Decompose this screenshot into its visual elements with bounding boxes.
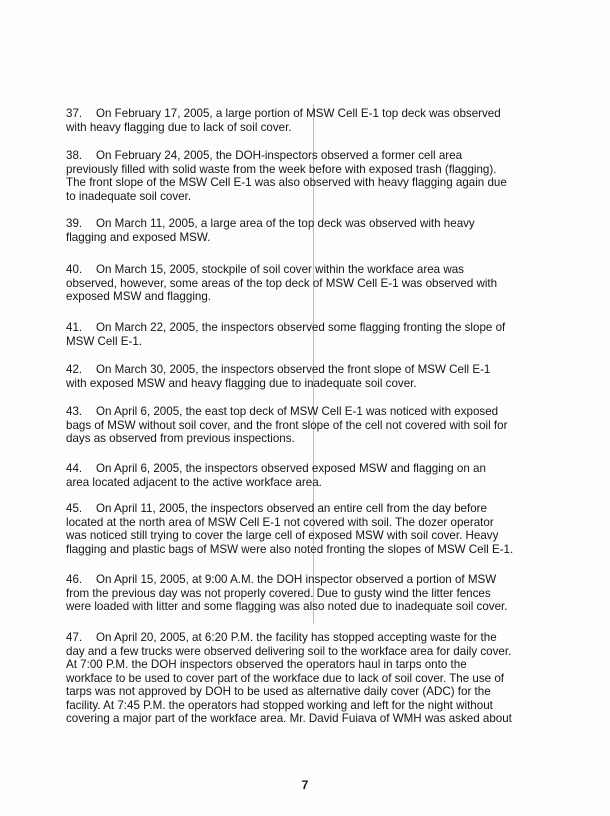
paragraph-line: On March 30, 2005, the inspectors observed the front slope of MSW Cell E-1 bbox=[96, 363, 491, 376]
paragraph-line: On March 11, 2005, a large area of the top deck was observed with heavy bbox=[96, 217, 475, 230]
paragraph-line: On March 15, 2005, stockpile of soil cover within the workface area was bbox=[96, 263, 464, 276]
paragraph-40 bbox=[66, 263, 556, 304]
paragraph-line: On February 24, 2005, the DOH-inspectors observed a former cell area bbox=[96, 149, 463, 162]
paragraph-number: 40. bbox=[66, 263, 83, 276]
paragraph-line: exposed MSW and flagging. bbox=[66, 290, 212, 303]
paragraph-line: area located adjacent to the active workface area. bbox=[66, 475, 322, 489]
paragraph-line: On February 17, 2005, a large portion of MSW Cell E-1 top deck was observed bbox=[96, 107, 501, 120]
paragraph-line: located at the north area of MSW Cell E-1 not covered with soil. The dozer operator bbox=[66, 515, 494, 529]
paragraph-line: observed, however, some areas of the top deck of MSW Cell E-1 was observed with bbox=[66, 276, 498, 290]
paragraph-line: On April 6, 2005, the east top deck of MSW Cell E-1 was noticed with exposed bbox=[96, 405, 499, 418]
paragraph-line: covering a major part of the workface area. Mr. David Fuiava of WMH was asked about bbox=[66, 712, 512, 725]
paragraph-number: 38. bbox=[66, 149, 83, 162]
paragraph-line: At 7:00 P.M. the DOH inspectors observed the operators haul in tarps onto the bbox=[66, 658, 467, 671]
paragraph-line: to inadequate soil cover. bbox=[66, 189, 192, 203]
paragraph-39 bbox=[66, 217, 556, 244]
paragraph-number: 42. bbox=[66, 363, 83, 376]
paragraph-line: On March 22, 2005, the inspectors observed some flagging fronting the slope of bbox=[96, 321, 506, 334]
paragraph-line: The front slope of the MSW Cell E-1 was also observed with heavy flagging again due bbox=[66, 176, 507, 189]
paragraph-45 bbox=[66, 502, 556, 556]
paragraph-37 bbox=[66, 107, 556, 134]
paragraph-line: flagging and plastic bags of MSW were also noted fronting the slopes of MSW Cell E-1. bbox=[66, 542, 514, 556]
paragraph-line: was noticed still trying to cover the large cell of exposed MSW with soil cover. Heavy bbox=[66, 529, 499, 542]
paragraph-44 bbox=[66, 462, 556, 489]
paragraph-line: with exposed MSW and heavy flagging due to inadequate soil cover. bbox=[66, 376, 417, 390]
paragraph-number: 39. bbox=[66, 217, 83, 230]
paragraph-43 bbox=[66, 405, 556, 446]
paragraph-line: facility. At 7:45 P.M. the operators had stopped working and left for the night without bbox=[66, 698, 493, 712]
paragraph-number: 45. bbox=[66, 502, 83, 515]
paragraph-number: 46. bbox=[66, 573, 83, 586]
paragraph-number: 47. bbox=[66, 631, 83, 644]
paragraph-line: On April 6, 2005, the inspectors observed exposed MSW and flagging on an bbox=[96, 462, 486, 475]
paragraph-line: On April 20, 2005, at 6:20 P.M. the facility has stopped accepting waste for the bbox=[96, 631, 497, 644]
paragraph-number: 41. bbox=[66, 321, 83, 334]
paragraph-line: workface to be used to cover part of the workface due to lack of soil cover. The use of bbox=[66, 671, 505, 685]
paragraph-line: with heavy flagging due to lack of soil cover. bbox=[66, 120, 292, 134]
paragraph-line: On April 11, 2005, the inspectors observed an entire cell from the day before bbox=[96, 502, 487, 515]
paragraph-number: 37. bbox=[66, 107, 83, 120]
paragraph-line: previously filled with solid waste from the week before with exposed trash (flagging). bbox=[66, 162, 497, 176]
paragraph-line: flagging and exposed MSW. bbox=[66, 230, 211, 244]
paragraph-line: were loaded with litter and some flagging was also noted due to inadequate soil cover. bbox=[66, 600, 508, 613]
paragraph-42 bbox=[66, 363, 556, 390]
paragraph-38 bbox=[66, 149, 556, 203]
paragraph-41 bbox=[66, 321, 556, 348]
page-number: 7 bbox=[301, 778, 309, 792]
paragraph-number: 44. bbox=[66, 462, 83, 475]
paragraph-46 bbox=[66, 573, 556, 614]
paragraph-line: from the previous day was not properly covered. Due to gusty wind the litter fences bbox=[66, 586, 491, 600]
paragraph-line: days as observed from previous inspections. bbox=[66, 432, 295, 445]
paragraph-line: bags of MSW without soil cover, and the front slope of the cell not covered with soil for bbox=[66, 418, 508, 432]
paragraph-line: MSW Cell E-1. bbox=[66, 334, 143, 348]
paragraph-line: day and a few trucks were observed delivering soil to the workface area for daily cover. bbox=[66, 644, 512, 658]
paragraph-line: tarps was not approved by DOH to be used as alternative daily cover (ADC) for the bbox=[66, 685, 491, 698]
paragraph-number: 43. bbox=[66, 405, 83, 418]
paragraph-47 bbox=[66, 631, 556, 726]
paragraph-line: On April 15, 2005, at 9:00 A.M. the DOH inspector observed a portion of MSW bbox=[96, 573, 497, 586]
